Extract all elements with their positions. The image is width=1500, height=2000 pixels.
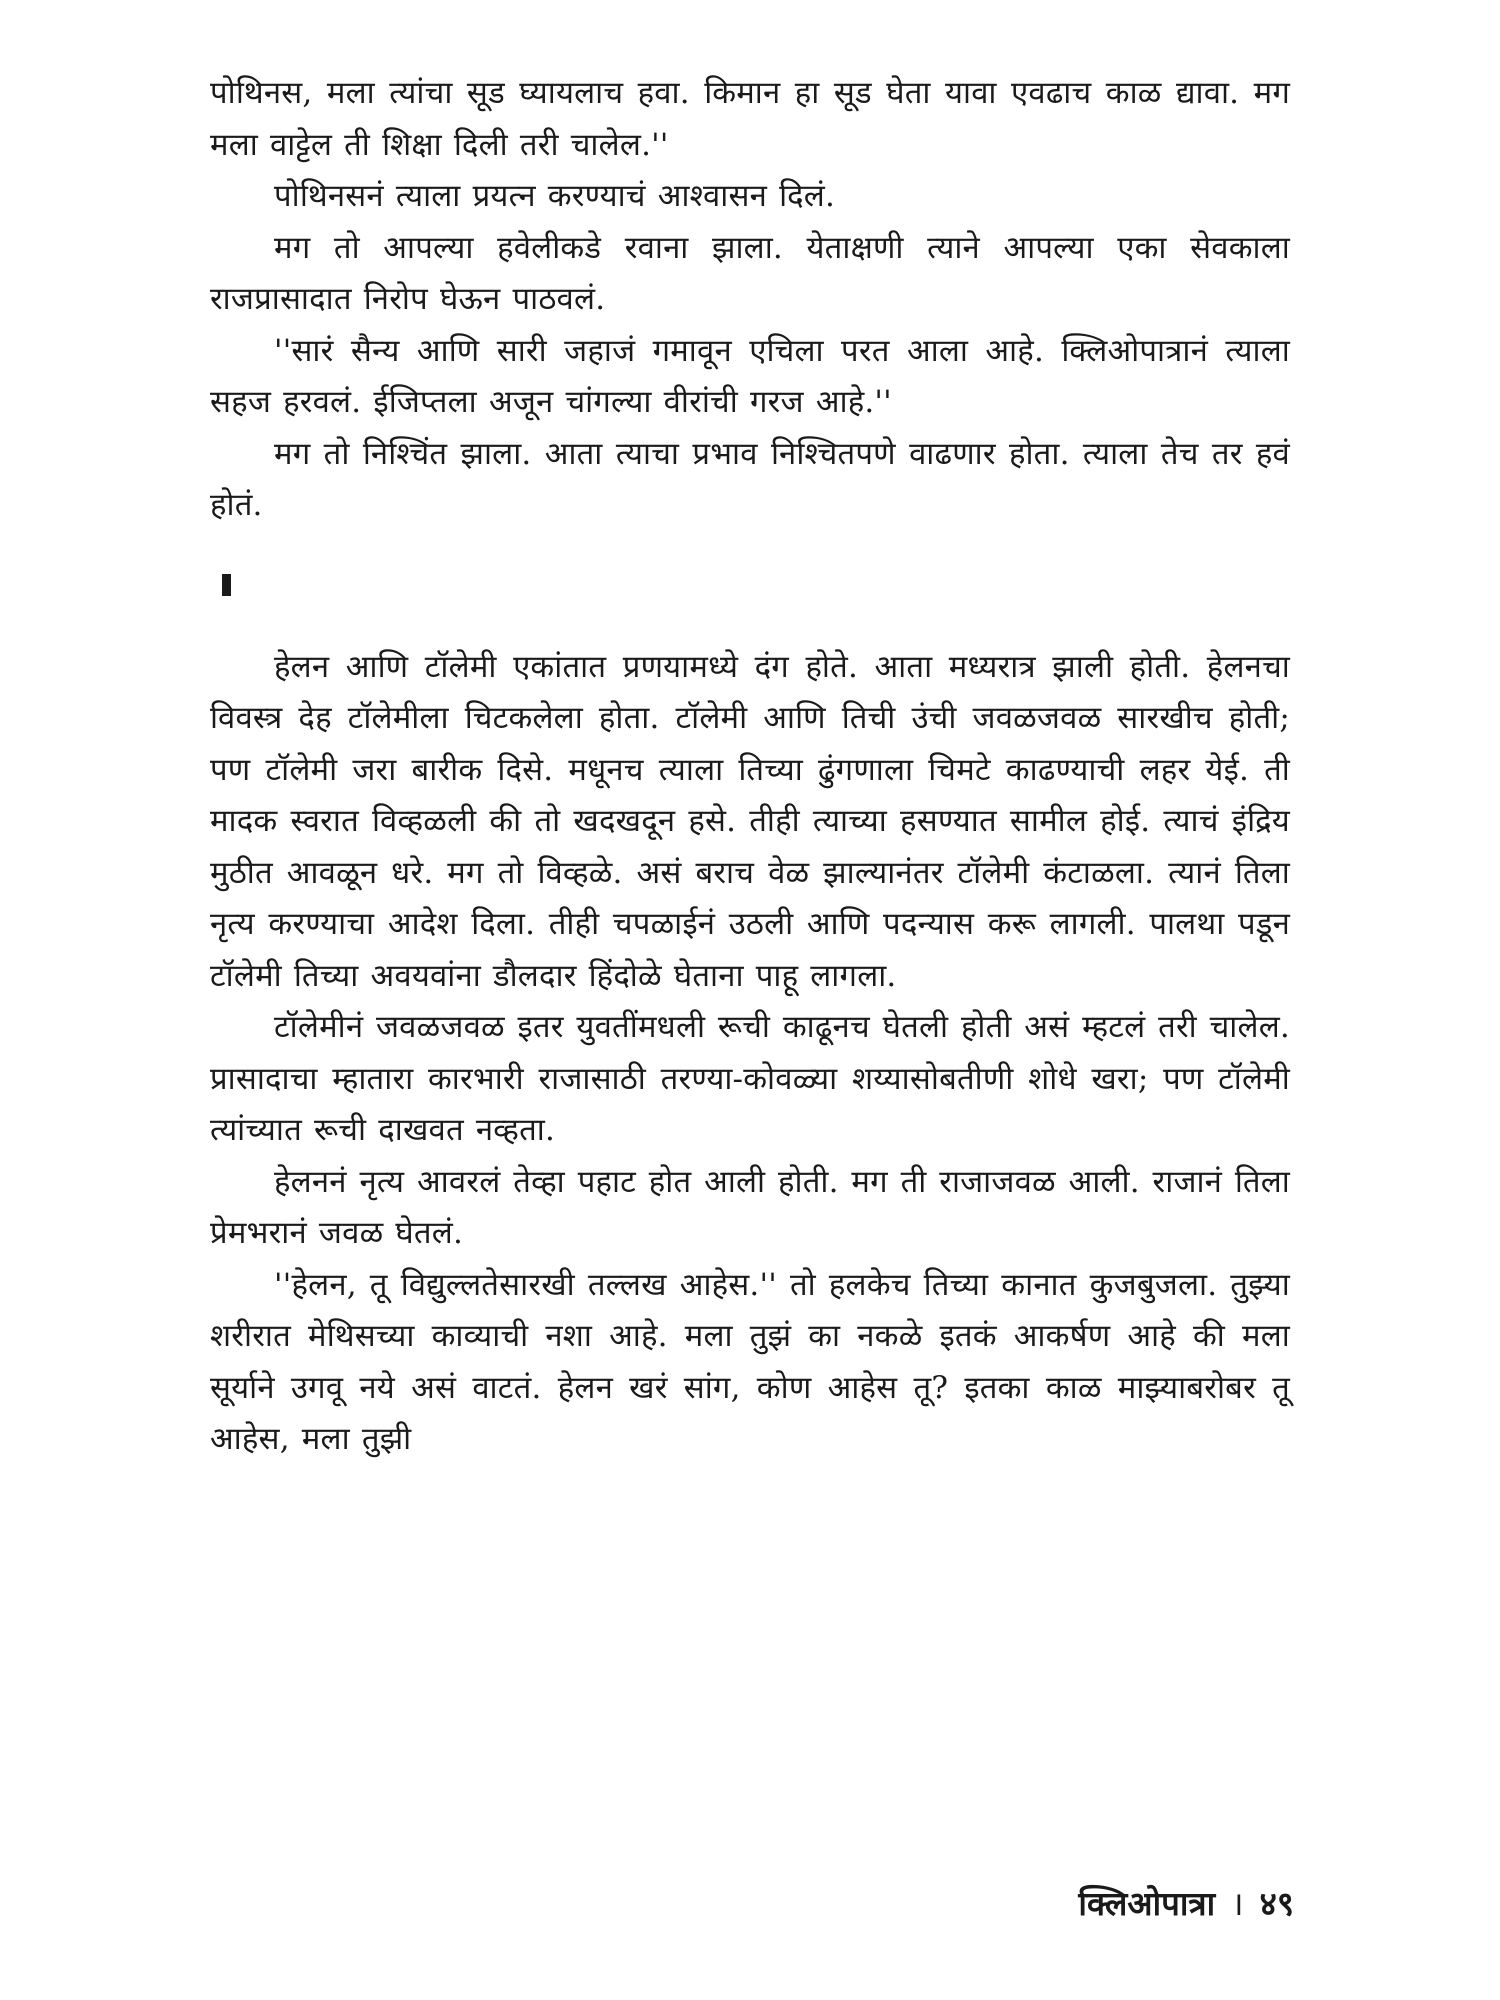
book-title: क्लिओपात्रा — [1078, 1884, 1216, 1923]
page-number: ४९ — [1259, 1884, 1294, 1923]
section-break-mark — [222, 574, 231, 596]
paragraph: हेलननं नृत्य आवरलं तेव्हा पहाट होत आली होती. मग ती राजाजवळ आली. राजानं तिला प्रेमभरानं जवळ घेतलं. — [210, 1163, 1290, 1251]
paragraph: मग तो निश्चिंत झाला. आता त्याचा प्रभाव निश्चितपणे वाढणार होता. त्याला तेच तर हवं होतं. — [210, 435, 1290, 523]
paragraph: मग तो आपल्या हवेलीकडे रवाना झाला. येताक्षणी त्याने आपल्या एका सेवकाला राजप्रासादात निरोप घेऊन पाठवलं. — [210, 229, 1290, 317]
paragraph: पोथिनसनं त्याला प्रयत्न करण्याचं आश्वासन दिलं. — [274, 178, 836, 214]
paragraph: टॉलेमीनं जवळजवळ इतर युवतींमधली रूची काढूनच घेतली होती असं म्हटलं तरी चालेल. प्रासादाचा म्हातारा कारभारी राजासाठी तरण्या-कोवळ्या शय्यासोबतीणी शोधे खरा; पण टॉलेमी त्यांच्यात रूची दाखवत नव्हता. — [210, 1009, 1290, 1148]
page-footer — [1078, 1880, 1294, 1925]
paragraph-continuation: पोथिनस, मला त्यांचा सूड घ्यायलाच हवा. किमान हा सूड घेता यावा एवढाच काळ द्यावा. मग मला वाट्टेल ती शिक्षा दिली तरी चालेल.'' — [210, 75, 1290, 163]
paragraph: ''हेलन, तू विद्युल्लतेसारखी तल्लख आहेस.'' तो हलकेच तिच्या कानात कुजबुजला. तुझ्या शरीरात मेथिसच्या काव्याची नशा आहे. मला तुझं का नकळे इतकं आकर्षण आहे की मला सूर्याने उगवू नये असं वाटतं. हेलन खरं सांग, कोण आहेस तू? इतका काळ माझ्याबरोबर तू आहेस, मला तुझी — [210, 1266, 1290, 1457]
paragraph: ''सारं सैन्य आणि सारी जहाजं गमावून एचिला परत आला आहे. क्लिओपात्रानं त्याला सहज हरवलं. ईजिप्तला अजून चांगल्या वीरांची गरज आहे.'' — [210, 332, 1290, 420]
paragraph: हेलन आणि टॉलेमी एकांतात प्रणयामध्ये दंग होते. आता मध्यरात्र झाली होती. हेलनचा विवस्त्र देह टॉलेमीला चिटकलेला होता. टॉलेमी आणि तिची उंची जवळजवळ सारखीच होती; पण टॉलेमी जरा बारीक दिसे. मधूनच त्याला तिच्या ढुंगणाला चिमटे काढण्याची लहर येई. ती मादक स्वरात विव्हळली की तो खदखदून हसे. तीही त्याच्या हसण्यात सामील होई. त्याचं इंद्रिय मुठीत आवळून धरे. मग तो विव्हळे. असं बराच वेळ झाल्यानंतर टॉलेमी कंटाळला. त्यानं तिला नृत्य करण्याचा आदेश दिला. तीही चपळाईनं उठली आणि पदन्यास करू लागली. पालथा पडून टॉलेमी तिच्या अवयवांना डौलदार हिंदोळे घेताना पाहू लागला. — [210, 648, 1290, 994]
page-body — [210, 68, 1290, 1466]
footer-separator: । — [1231, 1884, 1244, 1923]
